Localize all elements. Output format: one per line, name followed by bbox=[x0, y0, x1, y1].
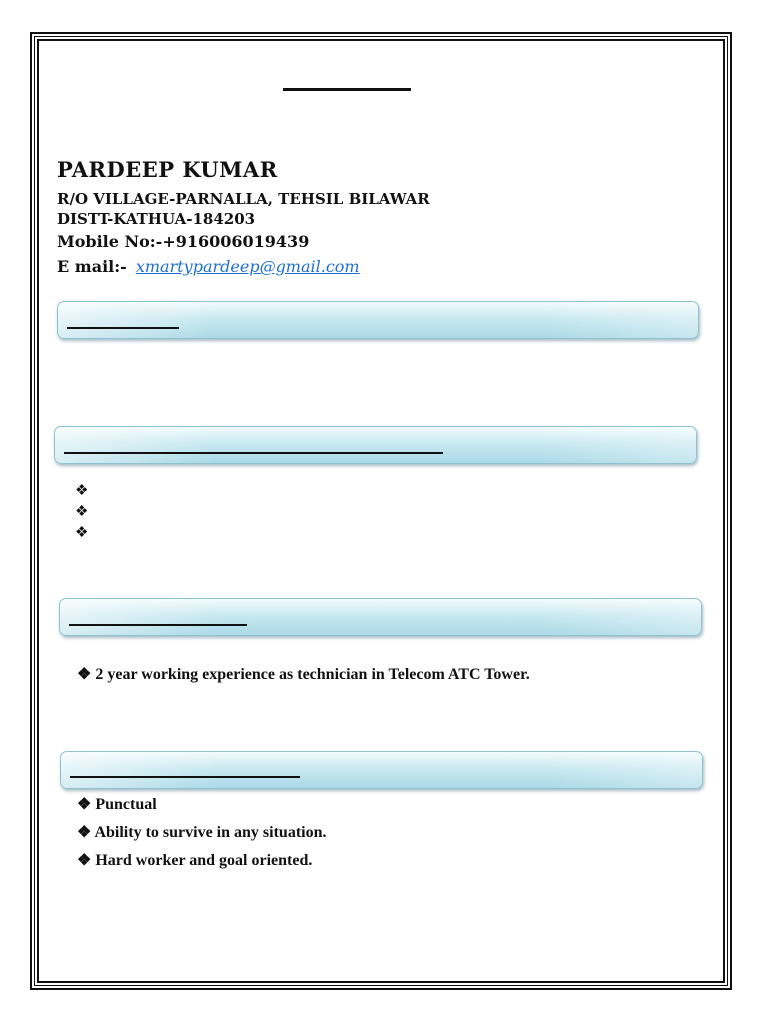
section-heading-underline-strengths bbox=[70, 776, 300, 778]
strength-item: ❖ Hard worker and goal oriented. bbox=[77, 852, 313, 869]
title-underline bbox=[283, 88, 411, 91]
section-band-strengths bbox=[60, 751, 703, 789]
section-band-technical bbox=[54, 426, 697, 464]
section-heading-underline-experience bbox=[69, 624, 247, 626]
strength-item: ❖ Ability to survive in any situation. bbox=[77, 824, 327, 841]
address-line-2: DISTT-KATHUA-184203 bbox=[57, 210, 256, 228]
bullet-marker: ❖ bbox=[75, 523, 89, 541]
bullet-marker: ❖ bbox=[75, 481, 89, 499]
section-heading-underline-qualification bbox=[67, 327, 179, 329]
mobile-number: Mobile No:-+916006019439 bbox=[57, 232, 310, 251]
strength-item: ❖ Punctual bbox=[77, 796, 157, 813]
section-band-qualification bbox=[57, 301, 699, 339]
email-link[interactable]: xmartypardeep@gmail.com bbox=[135, 257, 360, 276]
email-label: E mail:- bbox=[57, 257, 127, 276]
experience-item: ❖ 2 year working experience as technician in Telecom ATC Tower. bbox=[77, 666, 530, 683]
section-band-experience bbox=[59, 598, 702, 636]
bullet-marker: ❖ bbox=[75, 502, 89, 520]
candidate-name: PARDEEP KUMAR bbox=[57, 157, 278, 182]
section-heading-underline-technical bbox=[64, 452, 443, 454]
address-line-1: R/O VILLAGE-PARNALLA, TEHSIL BILAWAR bbox=[57, 190, 430, 208]
email-row bbox=[57, 257, 360, 276]
